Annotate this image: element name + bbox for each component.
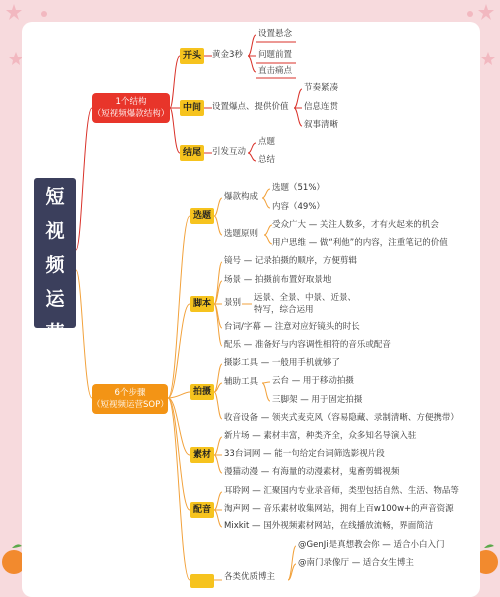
material-item: 新片场 — 素材丰富，种类齐全，众多知名导演入驻 [224, 431, 417, 441]
branch-sop [92, 384, 168, 414]
root-title-char: 视 [45, 220, 65, 242]
script-item: 景别 [224, 298, 242, 308]
topic-hot-label: 爆款构成 [224, 192, 259, 202]
script-item: 配乐 — 准备好与内容调性相符的音乐或配音 [224, 340, 391, 350]
opening-leaf: 直击痛点 [258, 66, 293, 76]
ending-leaf: 总结 [258, 155, 276, 165]
tag-middle: 中间 [180, 100, 204, 116]
ending-leaf: 点题 [258, 137, 276, 147]
tag-opening: 开头 [180, 48, 204, 64]
tag-music: 配音 [190, 502, 214, 518]
middle-leaf: 信息连贯 [304, 102, 339, 112]
tag-material: 素材 [190, 447, 214, 463]
topic-principle-label: 选题原则 [224, 229, 259, 239]
branch-structure [92, 93, 170, 123]
tag-shoot: 拍摄 [190, 384, 214, 400]
opening-leaf: 问题前置 [258, 50, 293, 60]
material-item: 33台词网 — 能一句给定台词筛选影视片段 [224, 449, 385, 459]
shoot-camera: 摄影工具 — 一般用手机就够了 [224, 358, 340, 368]
music-item: 耳聆网 — 汇聚国内专业录音师，类型包括自然、生活、物品等 [224, 486, 459, 496]
root-title [34, 178, 76, 344]
root-title-char: 频 [45, 254, 65, 276]
branch-sop-title: 6个步骤 [114, 388, 146, 398]
voice-leaf: @GenJi是真想教会你 — 适合小白入门 [298, 540, 445, 550]
voice-label: 各类优质博主 [224, 572, 276, 582]
shoot-aux-leaf: 云台 — 用于移动拍摄 [272, 376, 354, 386]
middle-item: 设置爆点、提供价值 [212, 102, 289, 112]
root-title-char: 营 [45, 322, 65, 344]
ending-item: 引发互动 [212, 147, 247, 157]
root-title-char: 短 [45, 186, 65, 208]
tag-script: 脚本 [190, 296, 214, 312]
topic-hot-leaf: 选题（51%） [272, 183, 325, 193]
opening-leaf: 设置悬念 [258, 29, 293, 39]
tag-topic: 选题 [190, 208, 214, 224]
branch-structure-subtitle: （短视频爆款结构） [92, 109, 170, 119]
voice-leaf: @南门录像厅 — 适合女生博主 [298, 558, 414, 568]
script-shot-types: 特写，综合运用 [254, 305, 314, 315]
shoot-aux-label: 辅助工具 [224, 377, 259, 387]
script-item: 镜号 — 记录拍摄的顺序，方便剪辑 [224, 256, 357, 266]
branch-structure-title: 1个结构 [115, 97, 147, 107]
material-item: 漫猫动漫 — 有海量的动漫素材，鬼畜剪辑视频 [224, 467, 400, 477]
opening-item: 黄金3秒 [212, 50, 243, 60]
topic-principle-leaf: 受众广大 — 关注人数多，才有火起来的机会 [272, 220, 439, 230]
music-item: 淘声网 — 音乐素材收集网站，拥有上百w100w+的声音资源 [224, 504, 454, 514]
middle-leaf: 叙事清晰 [304, 120, 339, 130]
topic-hot-leaf: 内容（49%） [272, 202, 325, 212]
shoot-aux-leaf: 三脚架 — 用于固定拍摄 [272, 395, 363, 405]
shoot-audio: 收音设备 — 领夹式麦克风（容易隐藏、录制清晰、方便携带） [224, 413, 459, 423]
root-title-char: 运 [45, 288, 65, 310]
script-item: 台词/字幕 — 注意对应好镜头的时长 [224, 322, 360, 332]
script-item: 场景 — 拍摄前布置好取景地 [224, 275, 332, 285]
middle-leaf: 节奏紧凑 [304, 83, 339, 93]
script-shot-types: 远景、全景、中景、近景、 [254, 293, 357, 303]
topic-principle-leaf: 用户思维 — 做“利他”的内容，注重笔记的价值 [272, 238, 448, 248]
music-item: Mixkit — 国外视频素材网站，在线播放流畅，界面简洁 [224, 521, 434, 531]
branch-sop-subtitle: （短视频运营SOP） [92, 400, 169, 410]
tag-ending: 结尾 [180, 145, 204, 161]
tag-voice [190, 574, 214, 588]
